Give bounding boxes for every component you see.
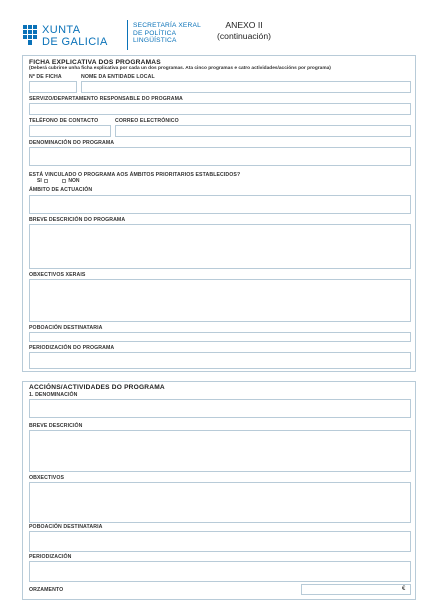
entity-name-label: NOME DA ENTIDADE LOCAL: [81, 74, 155, 80]
email-label: CORREO ELECTRÓNICO: [115, 118, 179, 124]
general-objectives-field[interactable]: [29, 279, 411, 322]
target-population-label: POBOACIÓN DESTINATARIA: [29, 325, 103, 331]
program-actions-section: [22, 381, 416, 600]
email-field[interactable]: [115, 125, 411, 137]
section-title: FICHA EXPLICATIVA DOS PROGRAMAS: [29, 59, 161, 66]
program-name-label: DENOMINACIÓN DO PROGRAMA: [29, 140, 115, 146]
sheet-number-label: Nº DE FICHA: [29, 74, 62, 80]
checkbox-icon[interactable]: [62, 179, 66, 183]
page-header: [18, 18, 428, 52]
action-objectives-field[interactable]: [29, 482, 411, 523]
phone-field[interactable]: [29, 125, 111, 137]
checkbox-icon[interactable]: [44, 179, 48, 183]
no-label: NON: [68, 178, 80, 184]
action-period-label: PERIODIZACIÓN: [29, 554, 72, 560]
annex-title: ANEXO II: [225, 20, 263, 30]
action-scope-field[interactable]: [29, 195, 411, 214]
action-scope-label: ÁMBITO DE ACTUACIÓN: [29, 187, 93, 193]
department-label: SERVIZO/DEPARTAMENTO RESPONSABLE DO PROGRAMA: [29, 96, 183, 102]
action-description-field[interactable]: [29, 430, 411, 472]
yes-option[interactable]: [37, 178, 49, 184]
yes-label: SI: [37, 178, 42, 184]
department-line1: SECRETARÍA XERAL: [133, 22, 201, 29]
logo-text-line2: DE GALICIA: [42, 36, 108, 48]
department-line3: LINGÜÍSTICA: [133, 37, 177, 45]
logo-text-line1: XUNTA: [42, 24, 81, 36]
action-description-label: BREVE DESCRICIÓN: [29, 423, 83, 429]
phone-label: TELÉFONO DE CONTACTO: [29, 118, 99, 124]
entity-name-field[interactable]: [81, 81, 411, 93]
program-description-field[interactable]: [29, 224, 411, 269]
annex-subtitle: (continuación): [217, 30, 271, 41]
action-population-label: POBOACIÓN DESTINATARIA: [29, 524, 103, 530]
program-period-label: PERIODIZACIÓN DO PROGRAMA: [29, 345, 115, 351]
xunta-logo: [18, 20, 114, 50]
target-population-field[interactable]: [29, 332, 411, 342]
no-option[interactable]: [61, 178, 80, 184]
euro-symbol: €: [402, 586, 406, 592]
program-name-field[interactable]: [29, 147, 411, 166]
priority-question-label: ESTÁ VINCULADO O PROGRAMA AOS ÁMBITOS PRIORITARIOS ESTABLECIDOS?: [29, 172, 241, 178]
actions-section-title: ACCIÓNS/ACTIVIDADES DO PROGRAMA: [29, 384, 165, 391]
action-name-label: 1. DENOMINACIÓN: [29, 392, 78, 398]
action-name-field[interactable]: [29, 399, 411, 418]
program-period-field[interactable]: [29, 352, 411, 369]
department-line2: DE POLÍTICA: [133, 29, 177, 37]
department-name: [133, 22, 201, 45]
budget-label: ORZAMENTO: [29, 587, 64, 593]
program-sheet-section: [22, 55, 416, 372]
action-population-field[interactable]: [29, 531, 411, 552]
department-field[interactable]: [29, 103, 411, 115]
program-description-label: BREVE DESCRICIÓN DO PROGRAMA: [29, 217, 126, 223]
section-note: (Deberá cubrirse unha ficha explicativa por cada un dos programas. Ata cinco programas e catro actividades/accións por programa): [29, 66, 331, 71]
general-objectives-label: OBXECTIVOS XERAIS: [29, 272, 86, 278]
sheet-number-field[interactable]: [29, 81, 77, 93]
xunta-emblem-icon: [21, 24, 39, 46]
action-objectives-label: OBXECTIVOS: [29, 475, 65, 481]
budget-field[interactable]: [301, 584, 411, 595]
action-period-field[interactable]: [29, 561, 411, 582]
annex-heading: [214, 20, 274, 41]
logo-divider: [127, 20, 128, 50]
